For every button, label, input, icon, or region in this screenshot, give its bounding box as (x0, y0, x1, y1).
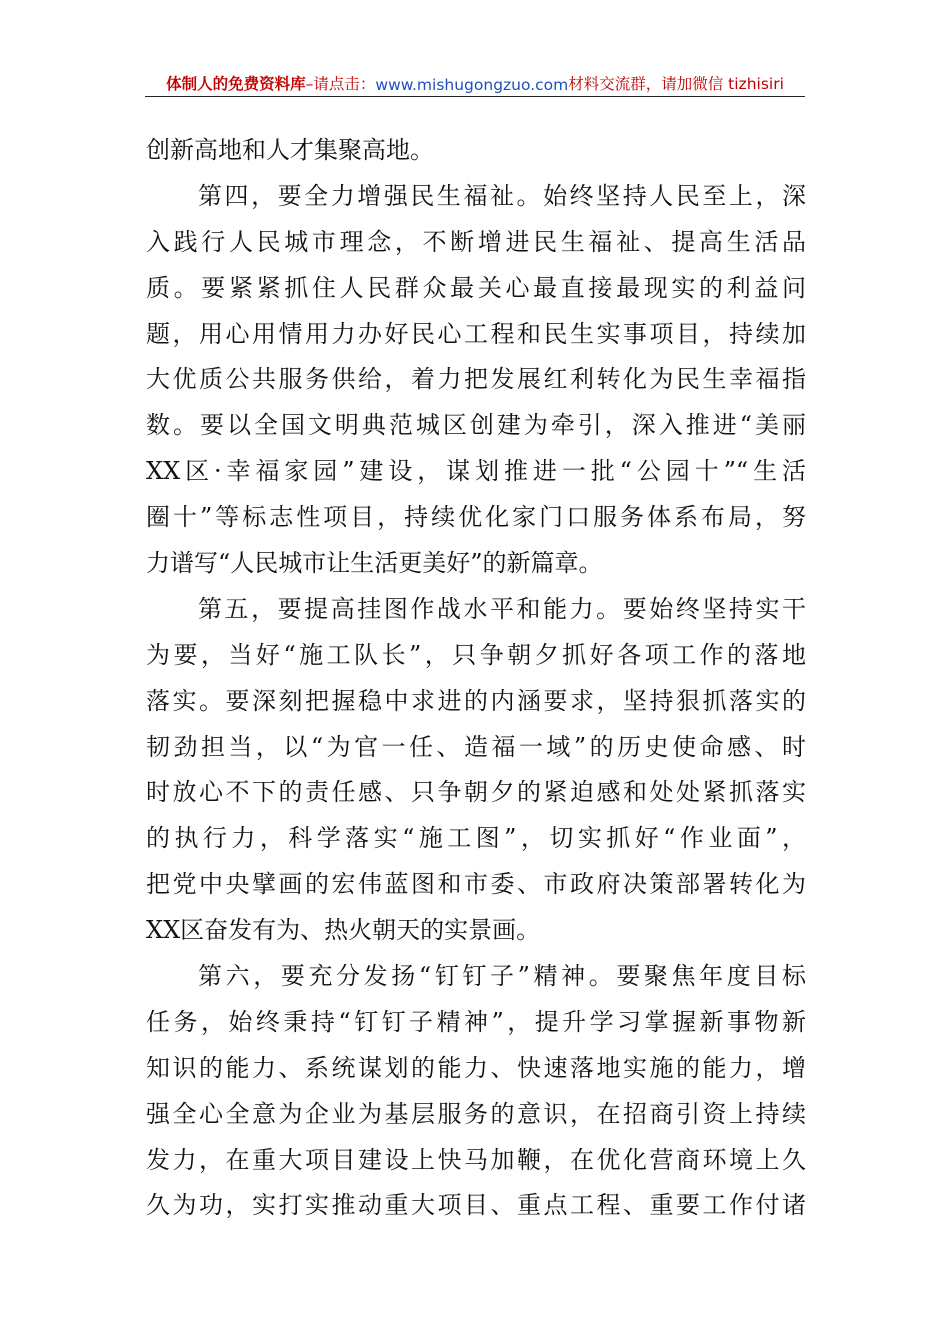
document-body (146, 128, 806, 1229)
text-line: 第五，要提高挂图作战水平和能力。要始终坚持实干 (198, 594, 806, 623)
text-line: 的执行力，科学落实“施工图”，切实抓好“作业面”， (146, 824, 806, 853)
header-contact: 材料交流群，请加微信 tizhisiri (568, 75, 784, 93)
text-line: 发力，在重大项目建设上快马加鞭，在优化营商环境上久 (146, 1145, 806, 1174)
text-line: XX区奋发有为、热火朝天的实景画。 (146, 916, 541, 945)
text-line: 第四，要全力增强民生福祉。始终坚持人民至上，深 (198, 181, 806, 210)
text-line: 任务，始终秉持“钉钉子精神”，提升学习掌握新事物新 (146, 1007, 806, 1036)
text-line: 题，用心用情用力办好民心工程和民生实事项目，持续加 (146, 319, 806, 348)
text-line: 数。要以全国文明典范城区创建为牵引，深入推进“美丽 (146, 411, 806, 440)
text-line: 第六，要充分发扬“钉钉子”精神。要聚焦年度目标 (198, 962, 806, 991)
text-line: 把党中央擘画的宏伟蓝图和市委、市政府决策部署转化为 (146, 870, 806, 899)
text-line: 创新高地和人才集聚高地。 (146, 136, 434, 164)
text-line: 落实。要深刻把握稳中求进的内涵要求，坚持狠抓落实的 (146, 686, 806, 715)
text-line: 久为功，实打实推动重大项目、重点工程、重要工作付诸 (146, 1191, 806, 1220)
text-line: 韧劲担当，以“为官一任、造福一域”的历史使命感、时 (146, 732, 806, 761)
text-line: 为要，当好“施工队长”，只争朝夕抓好各项工作的落地 (146, 640, 806, 669)
text-line: 入践行人民城市理念，不断增进民生福祉、提高生活品 (146, 227, 806, 256)
text-line: 大优质公共服务供给，着力把发展红利转化为民生幸福指 (146, 365, 806, 394)
text-line: 时放心不下的责任感、只争朝夕的紧迫感和处处紧抓落实 (146, 778, 806, 807)
header-url-link[interactable]: www.mishugongzuo.com (375, 76, 569, 94)
text-line: 圈十”等标志性项目，持续优化家门口服务体系布局，努 (146, 503, 806, 532)
text-line: 力谱写“人民城市让生活更美好”的新篇章。 (146, 549, 603, 578)
header-site-name: 体制人的免费资料库 (166, 75, 306, 93)
header-prompt: –请点击： (305, 75, 376, 93)
text-line: 质。要紧紧抓住人民群众最关心最直接最现实的利益问 (146, 273, 806, 302)
page-header (145, 66, 805, 97)
text-line: XX区·幸福家园”建设，谋划推进一批“公园十”“生活 (146, 457, 806, 486)
text-line: 知识的能力、系统谋划的能力、快速落地实施的能力，增 (146, 1053, 806, 1082)
text-line: 强全心全意为企业为基层服务的意识，在招商引资上持续 (146, 1099, 806, 1128)
